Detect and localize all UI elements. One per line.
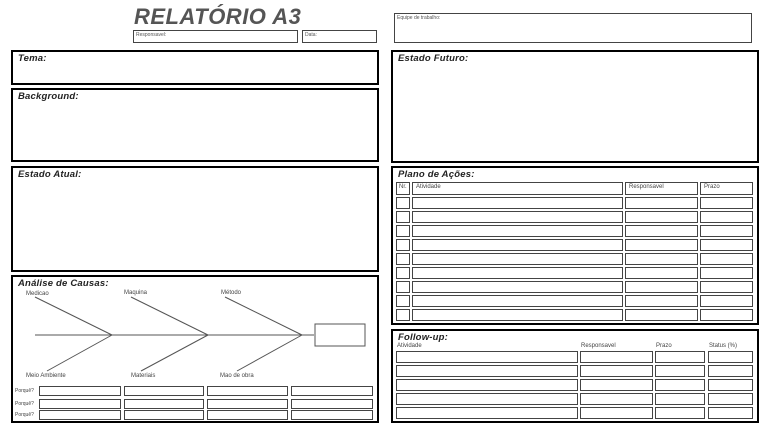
estado-futuro-title: Estado Futuro: bbox=[398, 53, 469, 64]
followup-cell-prazo[interactable] bbox=[655, 351, 705, 363]
plano-header-atividade: Atividade bbox=[412, 182, 623, 195]
plano-cell-nr[interactable] bbox=[396, 281, 410, 293]
cause-label-metodo: Método bbox=[221, 290, 242, 296]
why-cell[interactable] bbox=[291, 399, 373, 409]
followup-cell-atividade[interactable] bbox=[396, 365, 578, 377]
why-cell[interactable] bbox=[39, 399, 121, 409]
followup-table bbox=[393, 331, 757, 421]
followup-cell-atividade[interactable] bbox=[396, 407, 578, 419]
why-cell[interactable] bbox=[39, 386, 121, 396]
plano-cell-atividade[interactable] bbox=[412, 197, 623, 209]
plano-cell-prazo[interactable] bbox=[700, 281, 753, 293]
plano-cell-nr[interactable] bbox=[396, 267, 410, 279]
background-title: Background: bbox=[18, 91, 79, 102]
cause-label-mao-de-obra: Mao de obra bbox=[220, 373, 254, 379]
followup-cell-responsavel[interactable] bbox=[580, 379, 653, 391]
why-cell[interactable] bbox=[207, 386, 288, 396]
analise-causas-title: Análise de Causas: bbox=[18, 278, 109, 289]
tema-title: Tema: bbox=[18, 53, 47, 64]
followup-header-status: Status (%) bbox=[709, 343, 738, 349]
followup-cell-status[interactable] bbox=[708, 379, 753, 391]
fishbone-bone-top-1 bbox=[35, 297, 112, 335]
why-label-2: Porquê? bbox=[15, 401, 34, 407]
plano-cell-nr[interactable] bbox=[396, 211, 410, 223]
why-cell[interactable] bbox=[39, 410, 121, 420]
background-section[interactable] bbox=[11, 88, 379, 162]
plano-cell-nr[interactable] bbox=[396, 197, 410, 209]
fishbone-bone-bottom-3 bbox=[237, 335, 302, 371]
plano-cell-atividade[interactable] bbox=[412, 281, 623, 293]
plano-cell-responsavel[interactable] bbox=[625, 295, 698, 307]
fishbone-bone-top-3 bbox=[225, 297, 302, 335]
fishbone-bone-top-2 bbox=[131, 297, 208, 335]
followup-cell-responsavel[interactable] bbox=[580, 407, 653, 419]
estado-atual-title: Estado Atual: bbox=[18, 169, 82, 180]
fishbone-bone-bottom-2 bbox=[141, 335, 208, 371]
plano-cell-atividade[interactable] bbox=[412, 253, 623, 265]
plano-cell-prazo[interactable] bbox=[700, 267, 753, 279]
why-cell[interactable] bbox=[124, 410, 204, 420]
plano-cell-responsavel[interactable] bbox=[625, 239, 698, 251]
data-label: Data: bbox=[305, 32, 317, 38]
plano-header-responsavel: Responsavel bbox=[625, 182, 698, 195]
plano-cell-prazo[interactable] bbox=[700, 225, 753, 237]
follow-up-title: Follow-up: bbox=[398, 332, 449, 343]
why-cell[interactable] bbox=[207, 410, 288, 420]
followup-header-atividade: Atividade bbox=[397, 343, 422, 349]
report-title: RELATÓRIO A3 bbox=[134, 4, 302, 29]
followup-cell-responsavel[interactable] bbox=[580, 365, 653, 377]
followup-cell-atividade[interactable] bbox=[396, 393, 578, 405]
plano-cell-atividade[interactable] bbox=[412, 309, 623, 321]
why-cell[interactable] bbox=[291, 386, 373, 396]
estado-futuro-section[interactable] bbox=[391, 50, 759, 163]
followup-cell-status[interactable] bbox=[708, 351, 753, 363]
plano-cell-responsavel[interactable] bbox=[625, 267, 698, 279]
fishbone-bone-bottom-1 bbox=[47, 335, 112, 371]
followup-cell-prazo[interactable] bbox=[655, 365, 705, 377]
followup-cell-responsavel[interactable] bbox=[580, 351, 653, 363]
plano-cell-prazo[interactable] bbox=[700, 197, 753, 209]
plano-cell-prazo[interactable] bbox=[700, 211, 753, 223]
equipe-field[interactable] bbox=[394, 13, 752, 43]
followup-cell-responsavel[interactable] bbox=[580, 393, 653, 405]
data-field[interactable] bbox=[302, 30, 377, 43]
followup-cell-status[interactable] bbox=[708, 365, 753, 377]
followup-header-prazo: Prazo bbox=[656, 343, 672, 349]
cause-label-medicao: Medicao bbox=[26, 291, 49, 297]
followup-cell-status[interactable] bbox=[708, 407, 753, 419]
plano-cell-responsavel[interactable] bbox=[625, 225, 698, 237]
why-cell[interactable] bbox=[124, 386, 204, 396]
responsavel-label: Responsavel: bbox=[136, 32, 167, 38]
followup-cell-atividade[interactable] bbox=[396, 351, 578, 363]
plano-cell-atividade[interactable] bbox=[412, 295, 623, 307]
plano-cell-responsavel[interactable] bbox=[625, 309, 698, 321]
plano-cell-atividade[interactable] bbox=[412, 211, 623, 223]
plano-cell-prazo[interactable] bbox=[700, 309, 753, 321]
cause-label-meio-ambiente: Meio Ambiente bbox=[26, 373, 66, 379]
plano-cell-prazo[interactable] bbox=[700, 253, 753, 265]
why-label-1: Porquê? bbox=[15, 388, 34, 394]
plano-cell-prazo[interactable] bbox=[700, 239, 753, 251]
plano-header-prazo: Prazo bbox=[700, 182, 753, 195]
plano-cell-nr[interactable] bbox=[396, 239, 410, 251]
follow-up-section[interactable] bbox=[391, 329, 759, 423]
estado-atual-section[interactable] bbox=[11, 166, 379, 272]
plano-cell-nr[interactable] bbox=[396, 225, 410, 237]
plano-acoes-section[interactable] bbox=[391, 166, 759, 325]
why-cell[interactable] bbox=[207, 399, 288, 409]
plano-cell-responsavel[interactable] bbox=[625, 281, 698, 293]
equipe-label: Equipe de trabalho: bbox=[397, 15, 441, 21]
followup-header-responsavel: Responsavel bbox=[581, 343, 616, 349]
followup-cell-prazo[interactable] bbox=[655, 407, 705, 419]
why-cell[interactable] bbox=[291, 410, 373, 420]
cause-label-maquina: Maquina bbox=[124, 290, 148, 296]
plano-cell-responsavel[interactable] bbox=[625, 197, 698, 209]
plano-cell-atividade[interactable] bbox=[412, 225, 623, 237]
tema-section[interactable] bbox=[11, 50, 379, 85]
plano-cell-prazo[interactable] bbox=[700, 295, 753, 307]
plano-cell-nr[interactable] bbox=[396, 309, 410, 321]
fishbone-head-box bbox=[315, 324, 365, 346]
plano-cell-nr[interactable] bbox=[396, 295, 410, 307]
followup-cell-atividade[interactable] bbox=[396, 379, 578, 391]
why-label-3: Porquê? bbox=[15, 412, 34, 418]
plano-table bbox=[393, 168, 757, 323]
plano-cell-nr[interactable] bbox=[396, 253, 410, 265]
responsavel-field[interactable] bbox=[133, 30, 298, 43]
plano-cell-responsavel[interactable] bbox=[625, 211, 698, 223]
plano-header-nr: Nr. bbox=[396, 182, 410, 195]
plano-cell-atividade[interactable] bbox=[412, 267, 623, 279]
followup-cell-prazo[interactable] bbox=[655, 379, 705, 391]
why-cell[interactable] bbox=[124, 399, 204, 409]
followup-cell-prazo[interactable] bbox=[655, 393, 705, 405]
followup-cell-status[interactable] bbox=[708, 393, 753, 405]
plano-cell-atividade[interactable] bbox=[412, 239, 623, 251]
cause-label-materiais: Materiais bbox=[131, 373, 156, 379]
plano-cell-responsavel[interactable] bbox=[625, 253, 698, 265]
analise-causas-section[interactable] bbox=[11, 275, 379, 423]
plano-acoes-title: Plano de Ações: bbox=[398, 169, 475, 180]
